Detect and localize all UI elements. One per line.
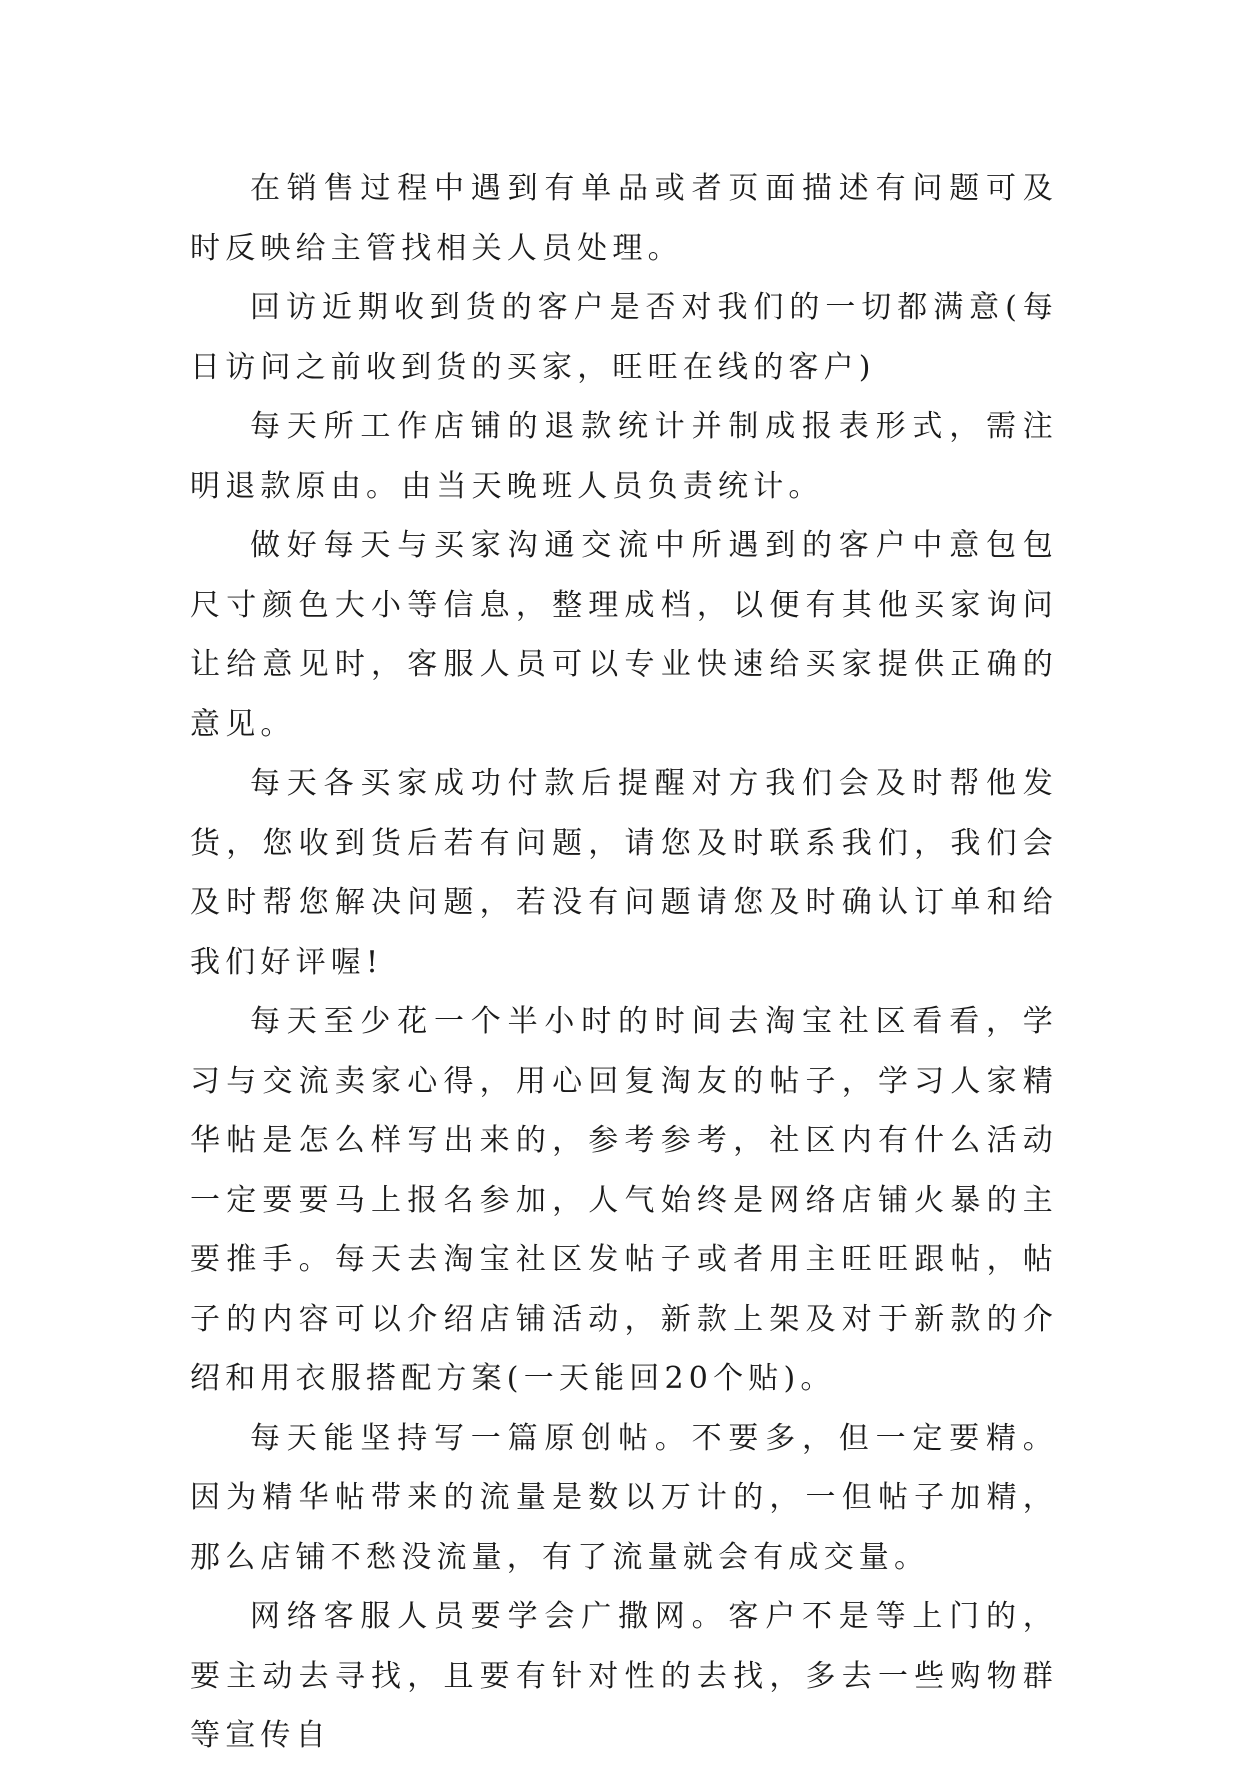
paragraph: 做好每天与买家沟通交流中所遇到的客户中意包包尺寸颜色大小等信息，整理成档，以便有其他买家询问让给意见时，客服人员可以专业快速给买家提供正确的意见。 <box>190 528 1058 742</box>
paragraph: 回访近期收到货的客户是否对我们的一切都满意(每日访问之前收到货的买家，旺旺在线的客户) <box>190 290 1058 385</box>
paragraph: 每天至少花一个半小时的时间去淘宝社区看看，学习与交流卖家心得，用心回复淘友的帖子，学习人家精华帖是怎么样写出来的，参考参考，社区内有什么活动一定要要马上报名参加，人气始终是网络店铺火暴的主要推手。每天去淘宝社区发帖子或者用主旺旺跟帖，帖子的内容可以介绍店铺活动，新款上架及对于新款的介绍和用衣服搭配方案(一天能回20个贴)。 <box>190 1004 1058 1396</box>
paragraph: 每天所工作店铺的退款统计并制成报表形式，需注明退款原由。由当天晚班人员负责统计。 <box>190 409 1058 504</box>
paragraph: 每天能坚持写一篇原创帖。不要多，但一定要精。因为精华帖带来的流量是数以万计的，一但帖子加精，那么店铺不愁没流量，有了流量就会有成交量。 <box>190 1420 1058 1575</box>
paragraph: 在销售过程中遇到有单品或者页面描述有问题可及时反映给主管找相关人员处理。 <box>190 171 1058 266</box>
paragraph: 每天各买家成功付款后提醒对方我们会及时帮他发货，您收到货后若有问题，请您及时联系我们，我们会及时帮您解决问题，若没有问题请您及时确认订单和给我们好评喔! <box>190 766 1058 980</box>
document-body <box>190 159 1058 1766</box>
paragraph: 网络客服人员要学会广撒网。客户不是等上门的，要主动去寻找，且要有针对性的去找，多去一些购物群等宣传自 <box>190 1599 1058 1753</box>
